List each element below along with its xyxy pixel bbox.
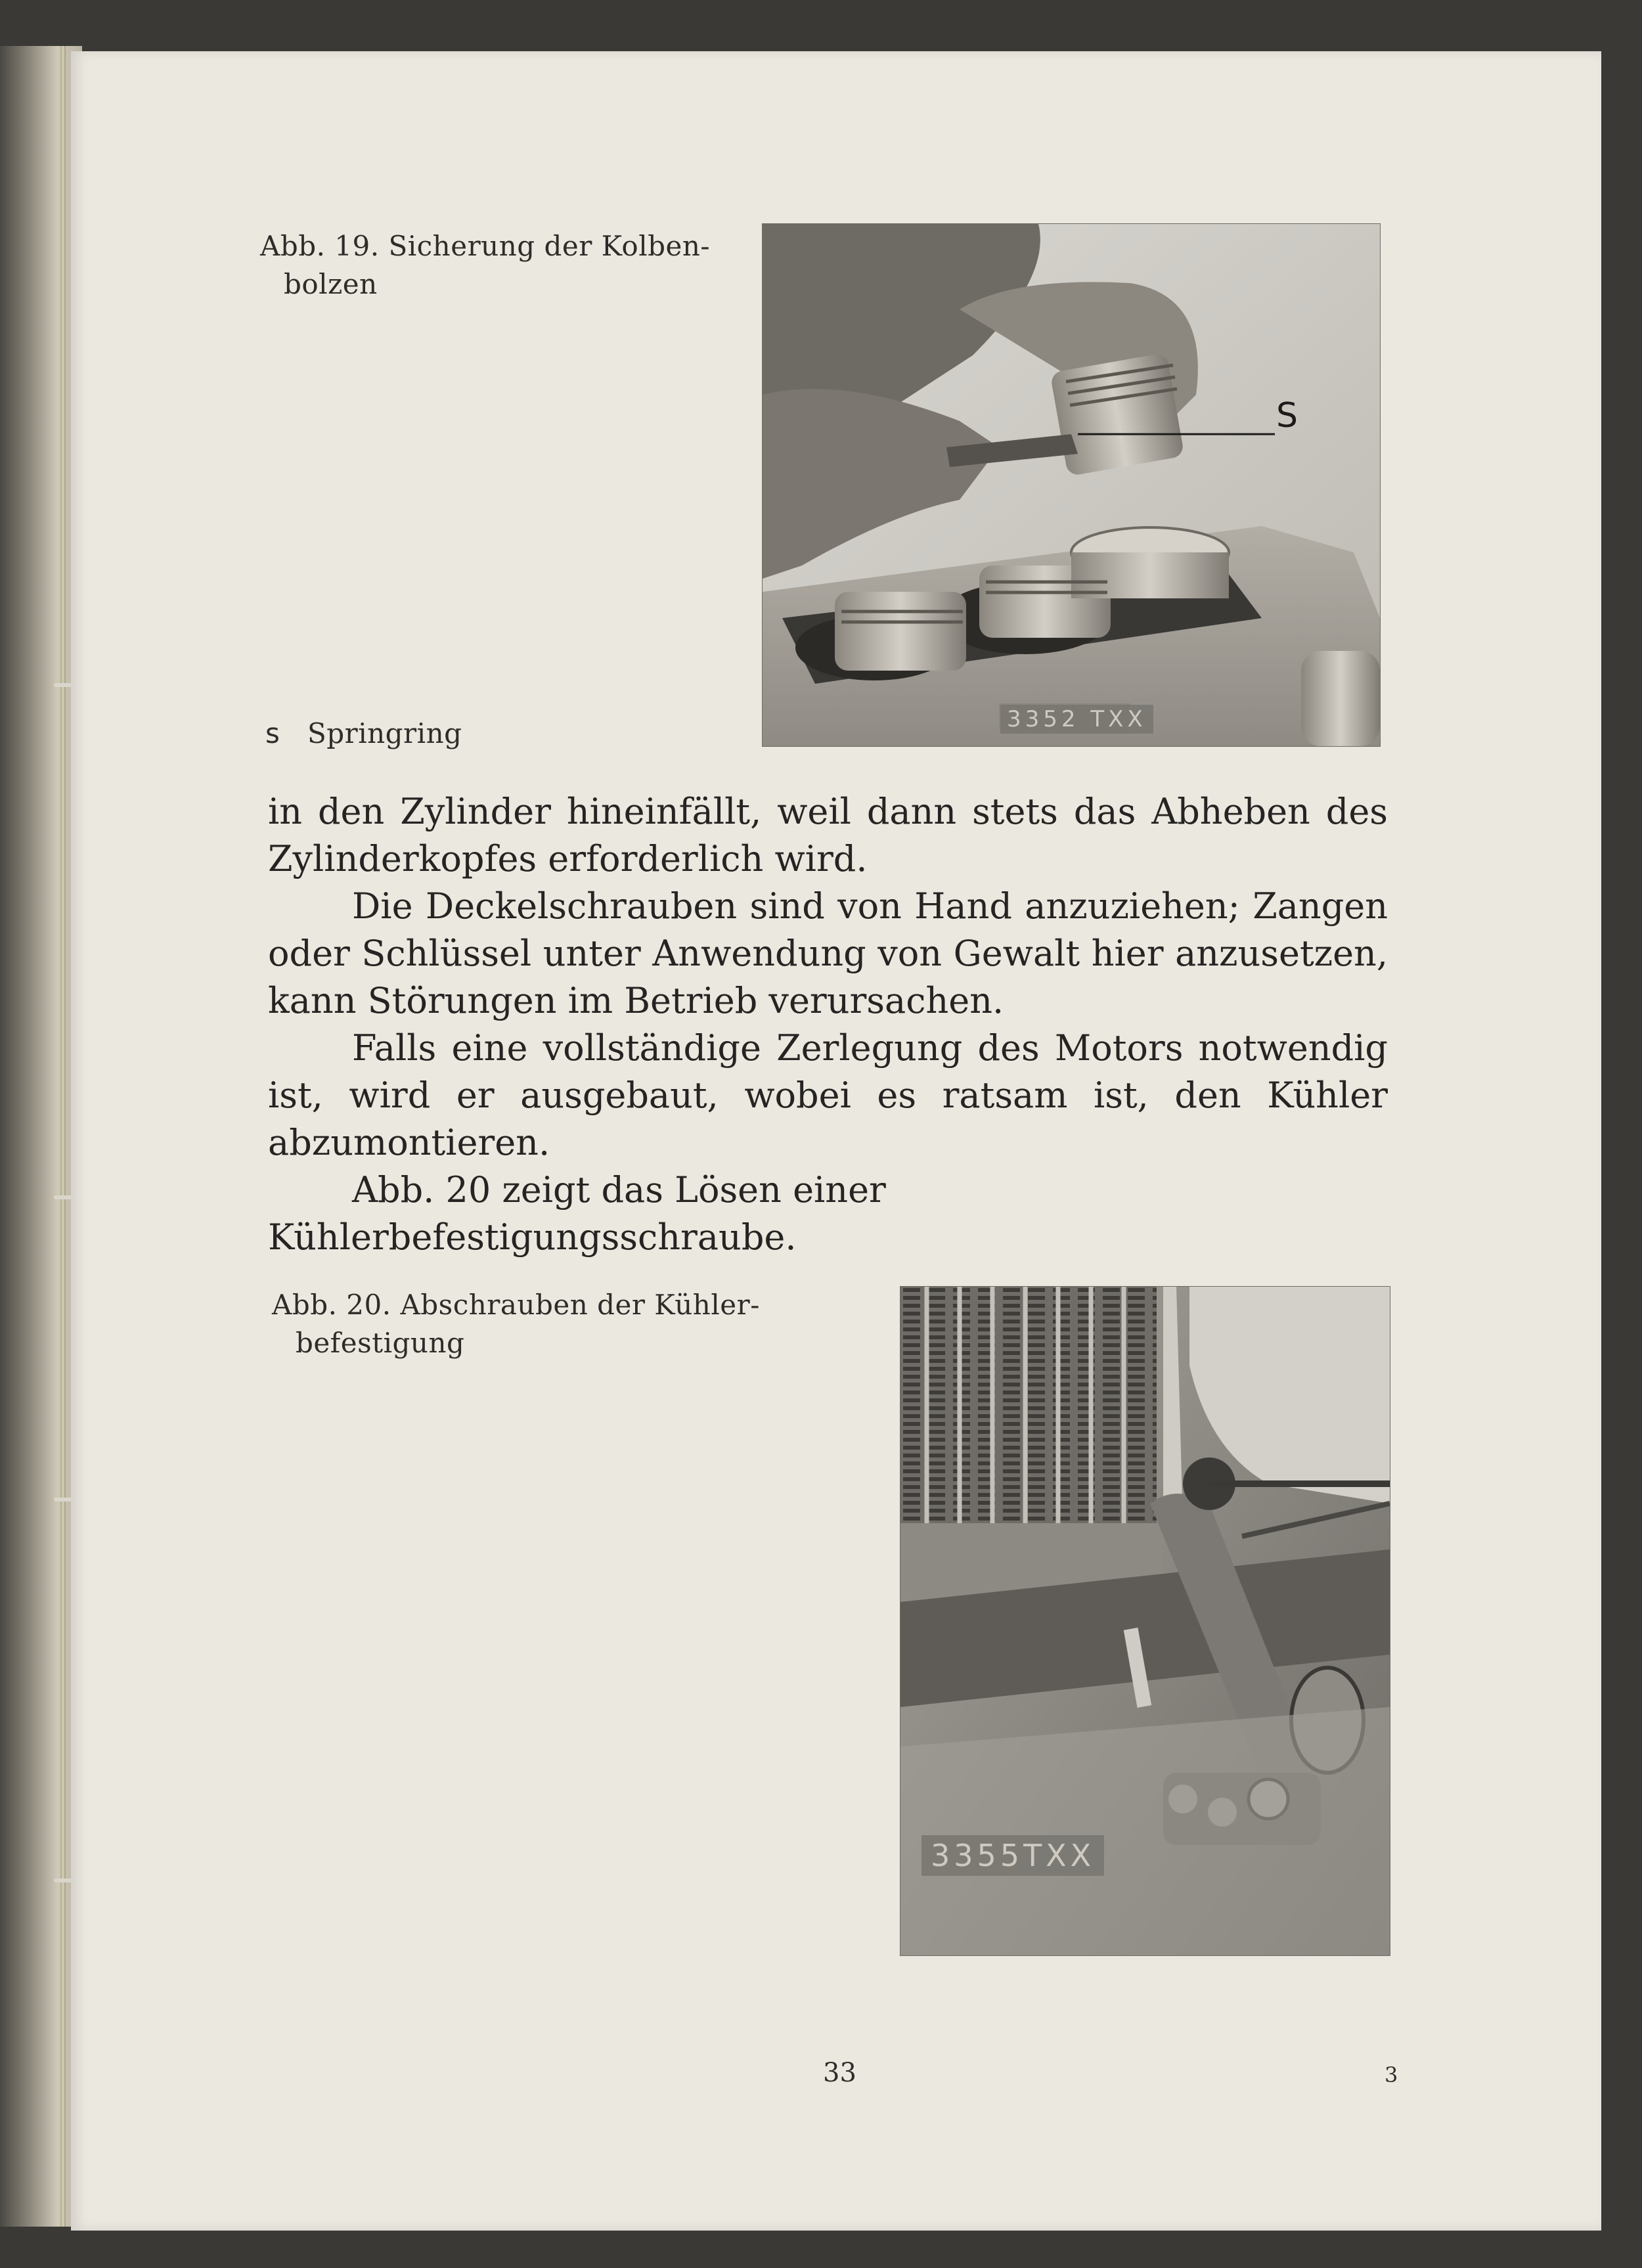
figure-19-label-s: S bbox=[1276, 396, 1298, 435]
figure-19-legend bbox=[265, 715, 462, 753]
paragraph: Die Deckelschrauben sind von Hand anzuziehen; Zangen oder Schlüssel unter Anwendung von Gewalt hier anzusetzen, kann Störungen im Betrieb verursachen. bbox=[268, 885, 1388, 1021]
body-text bbox=[268, 788, 1388, 1261]
figure-20-caption bbox=[272, 1286, 863, 1362]
figure-19-plate-number: 3352 TXX bbox=[1000, 705, 1153, 734]
paragraph: in den Zylinder hineinfällt, weil dann stets das Abheben des Zylinderkopfes erforderlich wird. bbox=[268, 791, 1388, 879]
legend-text: Springring bbox=[307, 717, 462, 749]
page-number: 33 bbox=[823, 2058, 856, 2088]
binding-spine bbox=[60, 46, 66, 2227]
facing-page-edge bbox=[0, 46, 82, 2227]
figure-19-caption bbox=[260, 227, 799, 303]
figure-20-plate-number: 3355TXX bbox=[921, 1835, 1104, 1876]
piston-pin-photo-illustration bbox=[763, 224, 1380, 746]
figure-20-caption-line2: befestigung bbox=[296, 1327, 465, 1359]
signature-mark: 3 bbox=[1385, 2062, 1398, 2087]
figure-19-photo bbox=[762, 223, 1381, 747]
paragraph: Abb. 20 zeigt das Lösen einer Kühlerbefestigungsschraube. bbox=[268, 1169, 886, 1258]
figure-19-caption-line2: bolzen bbox=[284, 268, 378, 300]
paragraph: Falls eine vollständige Zerlegung des Motors notwendig ist, wird er ausgebaut, wobei es ratsam ist, den Kühler abzumontieren. bbox=[268, 1027, 1388, 1163]
figure-19-caption-line1: Abb. 19. Sicherung der Kolben- bbox=[260, 230, 711, 262]
legend-key: s bbox=[265, 717, 280, 749]
figure-20-caption-line1: Abb. 20. Abschrauben der Kühler- bbox=[272, 1289, 760, 1321]
book-page bbox=[71, 51, 1601, 2231]
